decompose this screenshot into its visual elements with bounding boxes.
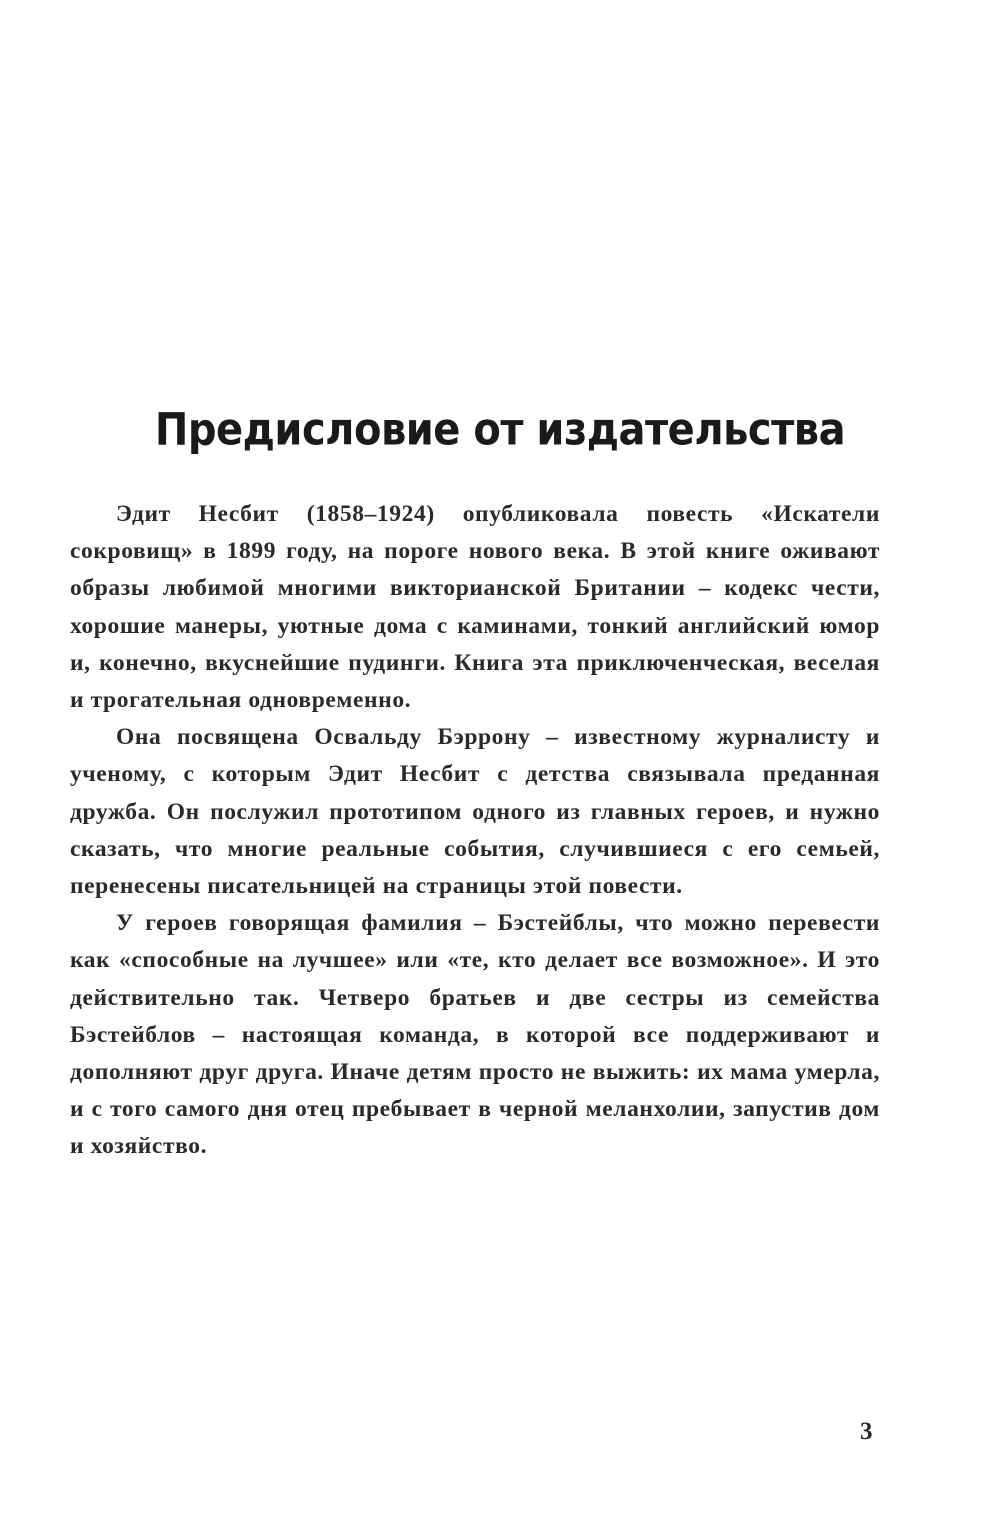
paragraph-3: У героев говорящая фамилия – Бэстейблы, что можно перевести как «способные на лучшее» или «те, кто делает все возможное». И это действительно так. Четверо братьев и две сестры из семейства Бэстейблов – настоящая команда, в которой все поддерживают и дополняют друг друга. Иначе детям просто не выжить: их мама умерла, и с того самого дня отец пребывает в черной меланхолии, запустив дом и хозяйство. [70, 910, 880, 1160]
paragraph-2: Она посвящена Освальду Бэррону – известному журналисту и ученому, с которым Эдит Несбит с детства связывала преданная дружба. Он послужил прототипом одного из главных героев, и нужно сказать, что многие реальные события, случившиеся с его семьей, перенесены писательницей на страницы этой повести. [70, 724, 880, 900]
page-title: Предисловие от издательства [154, 404, 846, 456]
paragraph-1: Эдит Несбит (1858–1924) опубликовала повесть «Искатели сокровищ» в 1899 году, на пороге нового века. В этой книге оживают образы любимой многими викторианской Британии – кодекс чести, хорошие манеры, уютные дома с каминами, тонкий английский юмор и, конечно, вкуснейшие пудинги. Книга эта приключенческая, веселая и трогательная одновременно. [70, 501, 880, 714]
page-number: 3 [860, 1418, 873, 1445]
body-text [70, 496, 880, 1166]
